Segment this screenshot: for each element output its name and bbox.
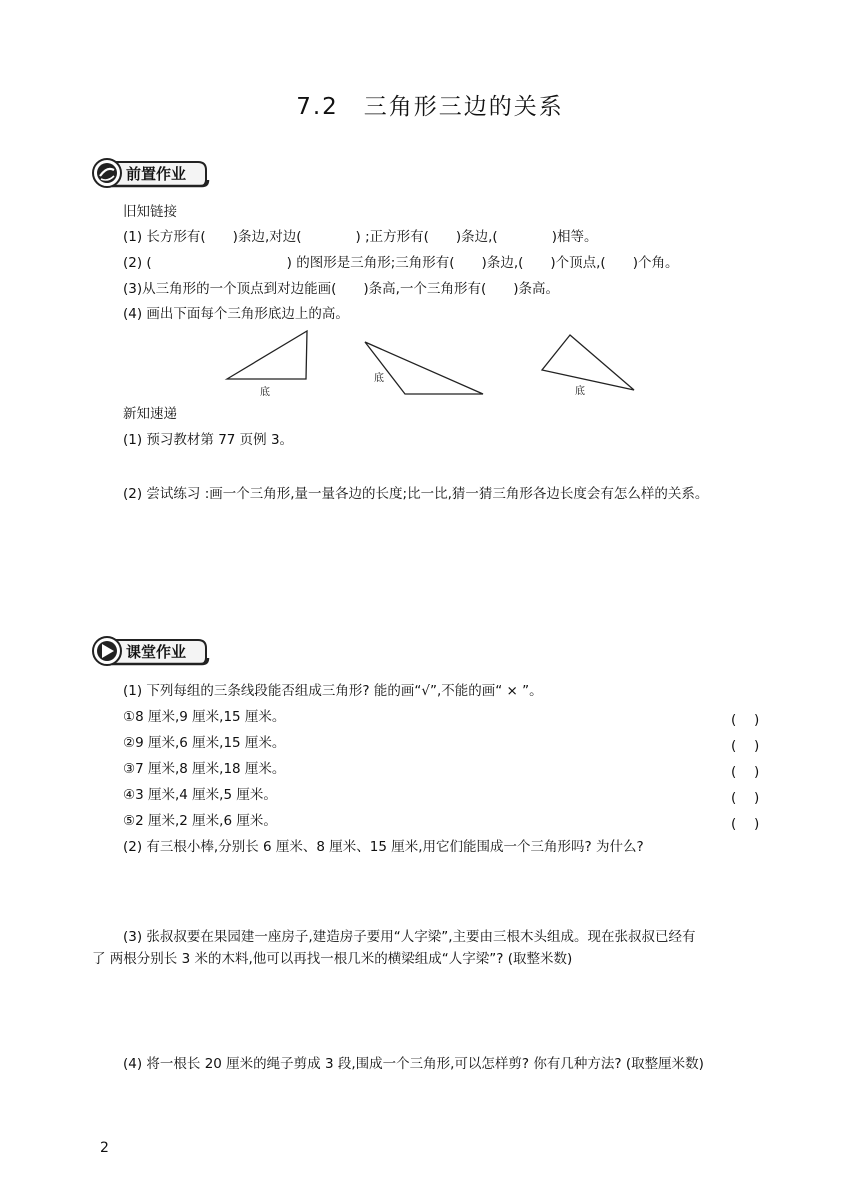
answer-paren-3: ( ) [731,764,760,780]
answer-paren-5: ( ) [731,816,760,832]
triangle-2 [365,342,483,394]
triangle-figures [0,0,860,420]
triangle-1-base-label: 底 [260,387,270,398]
classwork-item-5: ⑤2 厘米,2 厘米,6 厘米。 [123,813,277,829]
new-knowledge-heading: 新知速递 [123,406,177,422]
classwork-item-2: ②9 厘米,6 厘米,15 厘米。 [123,735,286,751]
review-q4: (4) 画出下面每个三角形底边上的高。 [123,306,349,322]
classwork-q2: (2) 有三根小棒,分别长 6 厘米、8 厘米、15 厘米,用它们能围成一个三角形吗? 为什么? [123,839,644,855]
review-heading: 旧知链接 [123,204,177,220]
classwork-item-4: ④3 厘米,4 厘米,5 厘米。 [123,787,277,803]
page-title: 7.2 三角形三边的关系 [296,94,564,120]
review-q2: (2) ( ) 的图形是三角形;三角形有( )条边,( )个顶点,( )个角。 [123,255,679,271]
triangle-3 [542,335,634,390]
review-q1: (1) 长方形有( )条边,对边( ) ;正方形有( )条边,( )相等。 [123,229,598,245]
triangle-2-base-label: 底 [374,373,384,384]
review-q3: (3)从三角形的一个顶点到对边能画( )条高,一个三角形有( )条高。 [123,281,559,297]
new-knowledge-q2: (2) 尝试练习 :画一个三角形,量一量各边的长度;比一比,猜一猜三角形各边长度会有怎么样的关系。 [123,486,709,502]
classwork-q4: (4) 将一根长 20 厘米的绳子剪成 3 段,围成一个三角形,可以怎样剪? 你有几种方法? (取整厘米数) [123,1056,704,1072]
classwork-item-3: ③7 厘米,8 厘米,18 厘米。 [123,761,286,777]
classwork-q3-line2: 了 两根分别长 3 米的木料,他可以再找一根几米的横梁组成“人字梁”? (取整米数) [92,951,573,967]
classwork-item-1: ①8 厘米,9 厘米,15 厘米。 [123,709,286,725]
classwork-q1: (1) 下列每组的三条线段能否组成三角形? 能的画“√”,不能的画“ × ”。 [123,683,543,699]
answer-paren-1: ( ) [731,712,760,728]
answer-paren-2: ( ) [731,738,760,754]
section-title-pre: 前置作业 [126,165,187,183]
section-badge-class [92,634,212,672]
section-title-class: 课堂作业 [126,643,187,661]
triangle-1 [227,331,307,379]
answer-paren-4: ( ) [731,790,760,806]
classwork-q3-line1: (3) 张叔叔要在果园建一座房子,建造房子要用“人字梁”,主要由三根木头组成。现在张叔叔已经有 [123,929,696,945]
page-number: 2 [100,1140,109,1156]
new-knowledge-q1: (1) 预习教材第 77 页例 3。 [123,432,294,448]
triangle-3-base-label: 底 [575,386,585,397]
